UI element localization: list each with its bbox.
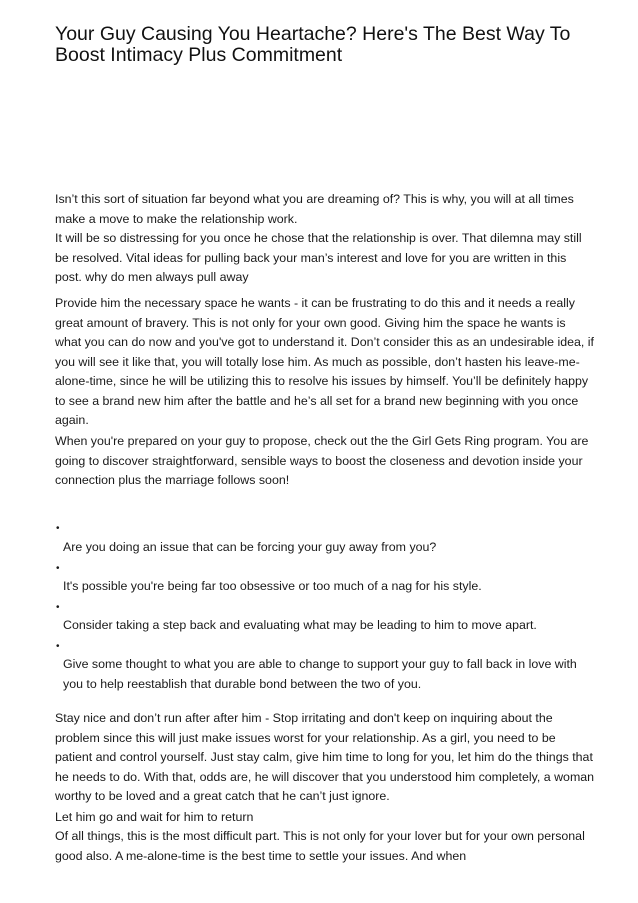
bullet-item-1: Are you doing an issue that can be forcing your guy away from you? [63, 540, 437, 554]
bullet-marker: • [56, 602, 60, 613]
paragraph-stay-nice: Stay nice and don’t run after after him - Stop irritating and don't keep on inquiring about the problem since this will just make issues worst for your relationship. As a girl, you need to be patient and control yourself. Just stay calm, give him time to long for you, let him do the things that he needs to do. With that, odds are, he will discover that you understood him completely, a woman worthy to be loved and a great catch that he can’t just ignore. [55, 711, 595, 803]
section-heading: Let him go and wait for him to return [55, 810, 254, 824]
bullet-marker: • [56, 641, 60, 652]
bullet-marker: • [56, 523, 60, 534]
page-title: Your Guy Causing You Heartache? Here's The Best Way To Boost Intimacy Plus Commitment [55, 23, 571, 66]
paragraph-program: When you're prepared on your guy to propose, check out the the Girl Gets Ring program. You are going to discover straightforward, sensible ways to boost the closeness and devotion inside your connection plus the marriage follows soon! [55, 434, 589, 487]
bullet-item-3: Consider taking a step back and evaluating what may be leading to him to move apart. [63, 618, 537, 632]
paragraph-intro: Isn’t this sort of situation far beyond what you are dreaming of? This is why, you will at all times make a move to make the relationship work. [55, 192, 574, 226]
paragraph-space: Provide him the necessary space he wants - it can be frustrating to do this and it needs a really great amount of bravery. This is not only for your own good. Giving him the space he wants is what you can do now and you've got to understand it. Don’t consider this as an undesirable idea, if you will see it like that, you will totally lose him. As much as possible, don’t hasten his leave-me-alone-time, since he will be utilizing this to resolve his issues by himself. You’ll be definitely happy to see a brand new him after the battle and he’s all set for a brand new beginning with you once again. [55, 296, 594, 427]
bullet-item-2: It's possible you're being far too obsessive or too much of a nag for his style. [63, 579, 482, 593]
bullet-marker: • [56, 563, 60, 574]
paragraph-difficult: Of all things, this is the most difficult part. This is not only for your lover but for your own personal good also. A me-alone-time is the best time to settle your issues. And when [55, 829, 585, 863]
paragraph-distress: It will be so distressing for you once he chose that the relationship is over. That dilemna may still be resolved. Vital ideas for pulling back your man’s interest and love for you are written in this post. why do men always pull away [55, 231, 582, 284]
bullet-item-4: Give some thought to what you are able to change to support your guy to fall back in love with you to help reestablish that durable bond between the two of you. [63, 657, 577, 691]
